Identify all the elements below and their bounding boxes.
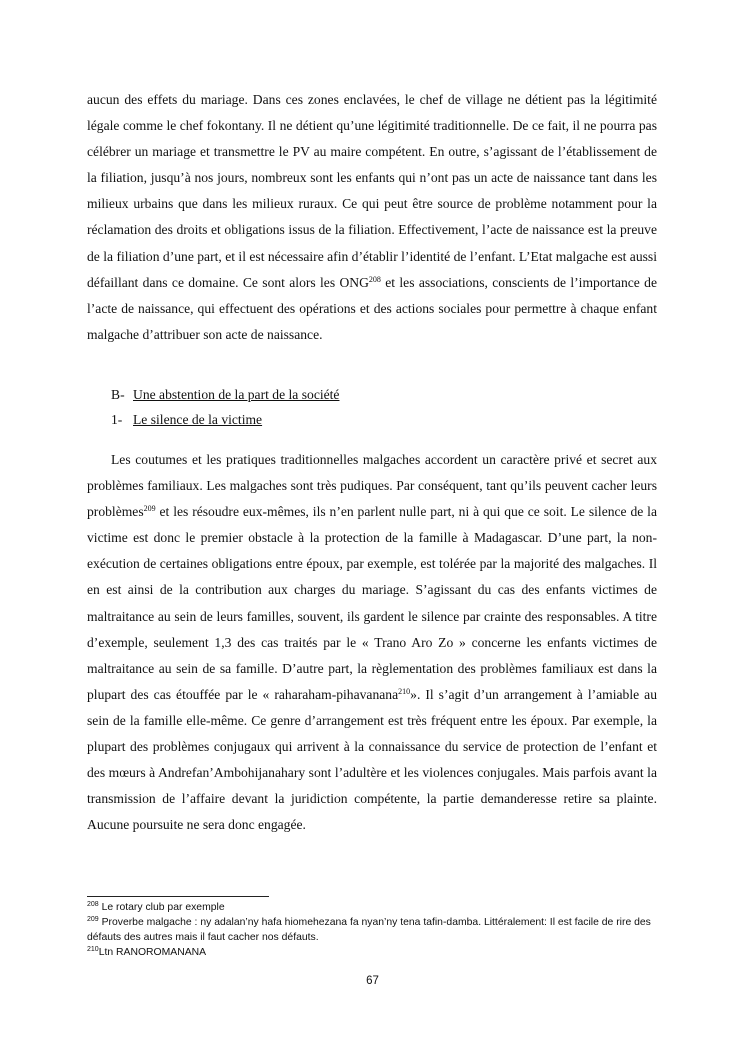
footnote-text: Proverbe malgache : ny adalan’ny hafa hiomehezana fa nyan’ny tena tafin-damba. Littéralement: Il est facile de rire des défauts des autres mais il faut cacher nos défauts. bbox=[87, 917, 651, 943]
subsection-heading-1 bbox=[111, 410, 262, 430]
paragraph-text: et les associations, conscients de l’importance de l’acte de naissance, qui effectuent des opérations et des actions sociales pour permettre à chaque enfant malgache d’attribuer son acte de naissance. bbox=[87, 274, 657, 342]
heading-title: Le silence de la victime bbox=[133, 412, 263, 427]
heading-number: 1- bbox=[111, 412, 123, 427]
footnote-separator bbox=[87, 896, 269, 897]
section-heading-b bbox=[111, 385, 339, 405]
body-paragraph-1 bbox=[87, 87, 657, 348]
paragraph-text: aucun des effets du mariage. Dans ces zones enclavées, le chef de village ne détient pas la légitimité légale comme le chef fokontany. Il ne détient qu’une légitimité traditionnelle. De ce fait, il ne pourra pas célébrer un mariage et transmettre le PV au maire compétent. En outre, s’agissant de l’établissement de la filiation, jusqu’à nos jours, nombreux sont les enfants qui n’ont pas un acte de naissance tant dans les milieux urbains que dans les milieux ruraux. Ce qui peut être source de problème notamment pour la réclamation des droits et obligations issus de la filiation. Effectivement, l’acte de naissance est la preuve de la filiation d’une part, et il est nécessaire afin d’établir l’identité de l’enfant. L’Etat malgache est aussi défaillant dans ce domaine. Ce sont alors les ONG bbox=[87, 92, 657, 290]
footnote-number: 208 bbox=[87, 901, 99, 908]
footnote-text: Ltn RANOROMANANA bbox=[98, 947, 207, 958]
paragraph-text: Les coutumes et les pratiques traditionnelles malgaches accordent un caractère privé et secret aux problèmes familiaux. Les malgaches sont très pudiques. Par conséquent, tant qu’ils peuvent cacher leurs problèmes bbox=[87, 452, 657, 520]
footnote-text: Le rotary club par exemple bbox=[98, 902, 225, 913]
paragraph-text: et les résoudre eux-mêmes, ils n’en parlent nulle part, ni à qui que ce soit. Le silence de la victime est donc le premier obstacle à la protection de la famille à Madagascar. D’une part, la non-exécution de certaines obligations entre époux, par exemple, est tolérée par la majorité des malgaches. Il en est ainsi de la contribution aux charges du mariage. S’agissant du cas des enfants victimes de maltraitance au sein de leurs familles, souvent, ils gardent le silence par crainte des responsables. A titre d’exemple, seulement 1,3 des cas traités par le « Trano Aro Zo » concerne les enfants victimes de maltraitance au sein de sa famille. D’autre part, la règlementation des problèmes familiaux est dans la plupart des cas étouffée par le « raharaham-pihavanana bbox=[87, 504, 657, 702]
heading-title: Une abstention de la part de la société bbox=[133, 387, 340, 402]
paragraph-text: ». Il s’agit d’un arrangement à l’amiable au sein de la famille elle-même. Ce genre d’arrangement est très fréquent entre les époux. Par exemple, la plupart des problèmes conjugaux qui arrivent à la connaissance du service de protection de l’enfant et des mœurs à Andrefan’Ambohijanahary sont l’adultère et les violences conjugales. Mais parfois avant la transmission de l’affaire devant la juridiction compétente, la partie demanderesse retire sa plainte. Aucune poursuite ne sera donc engagée. bbox=[87, 686, 658, 833]
page-number: 67 bbox=[366, 975, 379, 987]
footnote-ref-208[interactable]: 208 bbox=[368, 274, 381, 284]
footnotes bbox=[87, 900, 657, 960]
footnote-ref-209[interactable]: 209 bbox=[143, 504, 156, 514]
heading-number: B- bbox=[111, 387, 125, 402]
footnote-ref-210[interactable]: 210 bbox=[398, 686, 411, 696]
footnote-210 bbox=[87, 945, 657, 960]
footnote-208 bbox=[87, 900, 657, 915]
footnote-209 bbox=[87, 915, 657, 945]
body-paragraph-2 bbox=[87, 447, 657, 838]
footnote-number: 210 bbox=[87, 946, 99, 953]
footnote-number: 209 bbox=[87, 916, 99, 923]
